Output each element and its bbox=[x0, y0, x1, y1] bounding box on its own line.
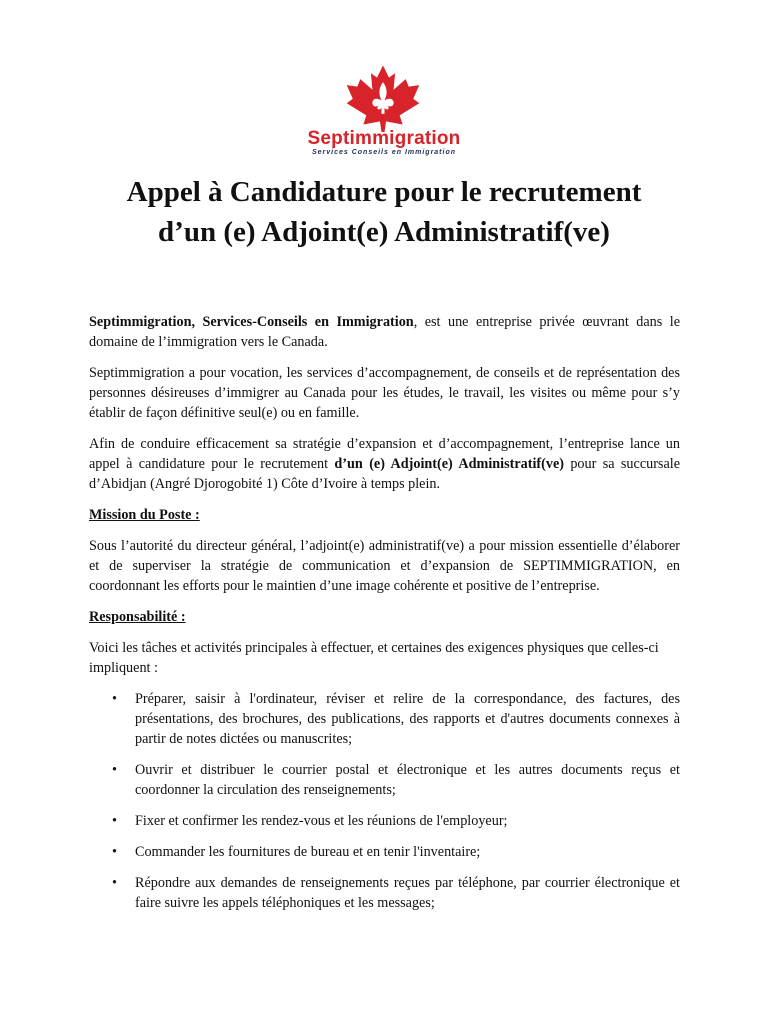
bullet-icon: • bbox=[112, 691, 117, 707]
mission-heading: Mission du Poste : bbox=[89, 507, 200, 523]
call-text-before: Afin de conduire efficacement sa stratégie d’expansion et d’accompagnement, l’entreprise lance un appel à candidature pour le recrutement bbox=[89, 436, 680, 472]
bullet-icon: • bbox=[112, 813, 117, 829]
responsibility-heading: Responsabilité : bbox=[89, 609, 186, 625]
list-item: • Répondre aux demandes de renseignements reçues par téléphone, par courrier électronique et faire suivre les appels téléphoniques et les messages; bbox=[112, 875, 680, 911]
bullet-icon: • bbox=[112, 875, 117, 891]
vocation-paragraph: Septimmigration a pour vocation, les services d’accompagnement, de conseils et de représentation des personnes désireuses d’immigrer au Canada pour les études, le travail, les visites ou même pour s’y établir de façon définitive seul(e) ou en famille. bbox=[89, 365, 680, 421]
list-item: • Commander les fournitures de bureau et en tenir l'inventaire; bbox=[112, 844, 481, 860]
document-body bbox=[89, 312, 680, 924]
task-list bbox=[89, 689, 680, 913]
position-title: d’un (e) Adjoint(e) Administratif(ve) bbox=[334, 456, 564, 472]
mission-paragraph: Sous l’autorité du directeur général, l’adjoint(e) administratif(ve) a pour mission essentielle d’élaborer et de superviser la stratégie de communication et d’expansion de SEPTIMMIGRATION, en coordonnant les efforts pour le maintien d’une image cohérente et positive de l’entreprise. bbox=[89, 538, 680, 594]
bullet-icon: • bbox=[112, 762, 117, 778]
brand-name: Septimmigration bbox=[307, 128, 461, 149]
intro-text: , est une entreprise privée œuvrant dans le domaine de l’immigration vers le Canada. bbox=[89, 314, 680, 350]
list-item: • Fixer et confirmer les rendez-vous et les réunions de l'employeur; bbox=[112, 813, 508, 829]
brand-tagline: Services Conseils en Immigration bbox=[311, 149, 457, 156]
call-paragraph bbox=[89, 434, 680, 494]
title-line-1: Appel à Candidature pour le recrutement bbox=[126, 176, 642, 208]
page-title bbox=[60, 172, 708, 252]
company-logo bbox=[0, 60, 768, 170]
responsibility-intro: Voici les tâches et activités principales à effectuer, et certaines des exigences physiques que celles-ci impliquent : bbox=[89, 640, 659, 676]
list-item: • Ouvrir et distribuer le courrier postal et électronique et les autres documents reçus et coordonner la circulation des renseignements; bbox=[112, 762, 680, 798]
maple-leaf-icon bbox=[344, 64, 422, 132]
intro-paragraph bbox=[89, 312, 680, 352]
company-name: Septimmigration, Services-Conseils en Immigration bbox=[89, 314, 414, 330]
list-item: • Préparer, saisir à l'ordinateur, réviser et relire de la correspondance, des factures, des présentations, des brochures, des publications, des rapports et d'autres documents connexes à partir de notes dictées ou manuscrites; bbox=[112, 691, 680, 747]
call-text-after: pour sa succursale d’Abidjan (Angré Djorogobité 1) Côte d’Ivoire à temps plein. bbox=[89, 456, 680, 492]
title-line-2: d’un (e) Adjoint(e) Administratif(ve) bbox=[158, 216, 610, 248]
bullet-icon: • bbox=[112, 844, 117, 860]
